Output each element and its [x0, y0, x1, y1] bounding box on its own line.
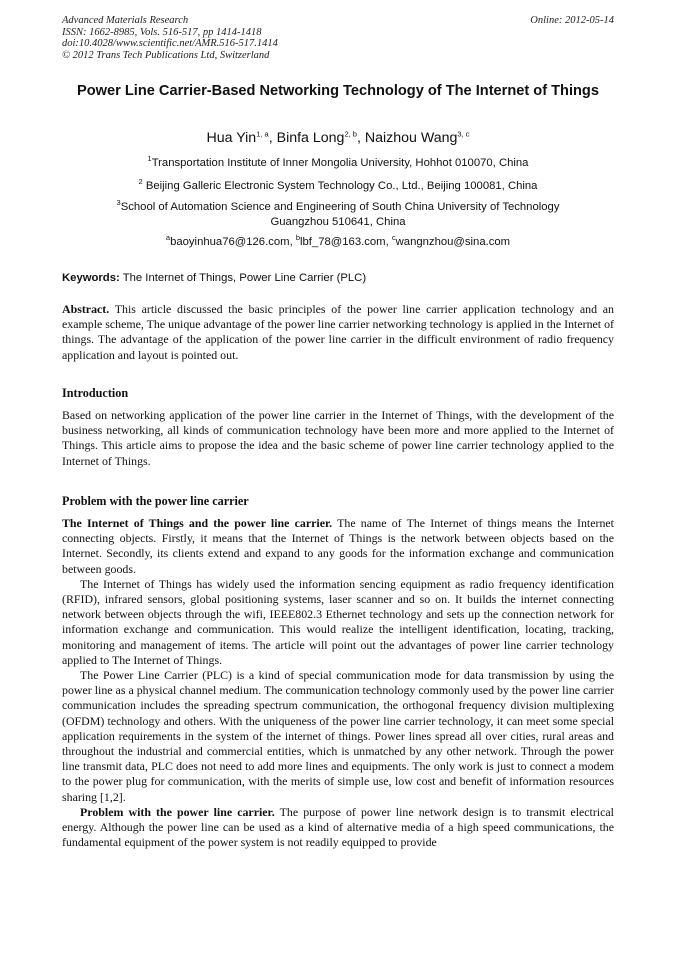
- keywords: [62, 271, 614, 285]
- email-sup: a: [165, 233, 171, 243]
- journal-doi[interactable]: doi:10.4028/www.scientific.net/AMR.516-517.1414: [62, 38, 278, 49]
- abstract-text: This article discussed the basic principles of the power line carrier application technology and an example scheme, The unique advantage of the power line carrier networking technology is applied in the Internet of things. The advantage of the application of the power line carrier in the difficult environment of radio frequency application and layout is pointed out.: [62, 302, 614, 362]
- paper-title: Power Line Carrier-Based Networking Technology of The Internet of Things: [77, 83, 599, 99]
- email-sup: c: [391, 233, 396, 243]
- affiliation-text: Beijing Galleric Electronic System Technology Co., Ltd., Beijing 100081, China: [142, 180, 538, 192]
- email-link[interactable]: lbf_78@163.com: [300, 236, 386, 248]
- affiliation-sup: 1: [147, 154, 152, 164]
- affiliation-text: Transportation Institute of Inner Mongolia University, Hohhot 010070, China: [151, 157, 529, 169]
- paragraph-text: The name of The Internet of things means the Internet connecting objects. Firstly, it means that the Internet of Things is the network between objects based on the Internet. Secondly, its clients extend and expand to any goods for the information exchange and communication between goods.: [62, 516, 614, 576]
- journal-header: [62, 15, 278, 61]
- author-sup: 2, b: [344, 129, 357, 139]
- author-sup: 3, c: [457, 129, 470, 139]
- introduction-text: Based on networking application of the power line carrier in the Internet of Things, with the development of the business networking, all kinds of communication technology have been more and more applied to the Internet of Things. This article aims to propose the idea and the basic scheme of power line carrier technology applied to the Internet of Things.: [62, 408, 614, 468]
- problem-section-body: [62, 516, 614, 850]
- affiliation-sup: 3: [116, 198, 121, 208]
- abstract: [62, 302, 614, 363]
- section-heading-problem: Problem with the power line carrier: [62, 494, 249, 508]
- paragraph: The Internet of Things has widely used the information sencing equipment as radio frequency identification (RFID), infrared sensors, global positioning systems, laser scanner and so on. It builds the internet connecting network between objects through the wifi, IEEE802.3 Ethernet technology and sets up the connection network for information exchange and communication. This would realize the intelligent identification, locating, tracking, monitoring and management of items. The article will point out the advantages of power line carrier technology applied to The Internet of Things.: [62, 576, 614, 667]
- email-link[interactable]: wangnzhou@sina.com: [395, 236, 511, 248]
- paragraph: The Power Line Carrier (PLC) is a kind of special communication mode for data transmission by using the power line as a physical channel medium. The communication technology commonly used by the power line carrier communication includes the spreading spectrum communication, the orthogonal frequency division multiplexing (OFDM) technology and others. With the uniqueness of the power line carrier technology, it can meet some special application requirements in the system of the internet of things. Power lines spread all over cities, rural areas and throughout the industrial and commercial entities, which is unmatched by any other network. Through the power line transmit data, PLC does not need to add more lines and equipments. The only work is just to connect a modem to the power plug for communication, with the merits of simple use, low cost and benefit of information resources sharing [1,2].: [62, 668, 614, 804]
- affiliation-sup: 2: [138, 177, 143, 187]
- section-heading-introduction: Introduction: [62, 386, 129, 400]
- subsection-label: Problem with the power line carrier.: [80, 804, 275, 819]
- introduction-paragraph: [62, 408, 614, 469]
- keywords-label: Keywords:: [62, 272, 120, 284]
- email-link[interactable]: baoyinhua76@126.com: [170, 236, 290, 248]
- journal-copyright: © 2012 Trans Tech Publications Ltd, Switzerland: [62, 49, 270, 61]
- email-list: $^a$baoyinhua76@126.com, $^b$lbf_78@163.com, $^c$wangnzhou@sina.com: [165, 233, 511, 248]
- affiliation: [62, 156, 614, 171]
- author-name: Naizhou Wang: [364, 130, 458, 146]
- author-list: Hua Yin$^{1, a}$, Binfa Long$^{2, b}$, Naizhou Wang$^{3, c}$: [206, 129, 470, 146]
- author-sup: 1, a: [256, 129, 269, 139]
- author-name: Binfa Long: [276, 130, 345, 146]
- journal-issn: ISSN: 1662-8985, Vols. 516-517, pp 1414-1418: [62, 26, 262, 38]
- paragraph-text: The purpose of power line network design is to transmit electrical energy. Although the power line can be used as a kind of alternative media of a high speed communications, the fundamental equipment of the power system is not readily equipped to provide: [62, 804, 614, 850]
- email-sup: b: [295, 233, 301, 243]
- subsection-label: The Internet of Things and the power line carrier.: [62, 516, 333, 530]
- keywords-text: The Internet of Things, Power Line Carrier (PLC): [119, 272, 367, 284]
- author-name: Hua Yin: [206, 130, 257, 146]
- affiliation: [90, 200, 586, 229]
- journal-name: Advanced Materials Research: [62, 15, 189, 26]
- online-date: Online: 2012-05-14: [530, 15, 614, 26]
- affiliation-text: School of Automation Science and Engineering of South China University of Technology Guangzhou 510641, China: [120, 201, 560, 228]
- paragraph: [62, 805, 614, 851]
- paragraph: [62, 516, 614, 577]
- abstract-label: Abstract.: [62, 302, 110, 316]
- affiliation: [62, 179, 614, 194]
